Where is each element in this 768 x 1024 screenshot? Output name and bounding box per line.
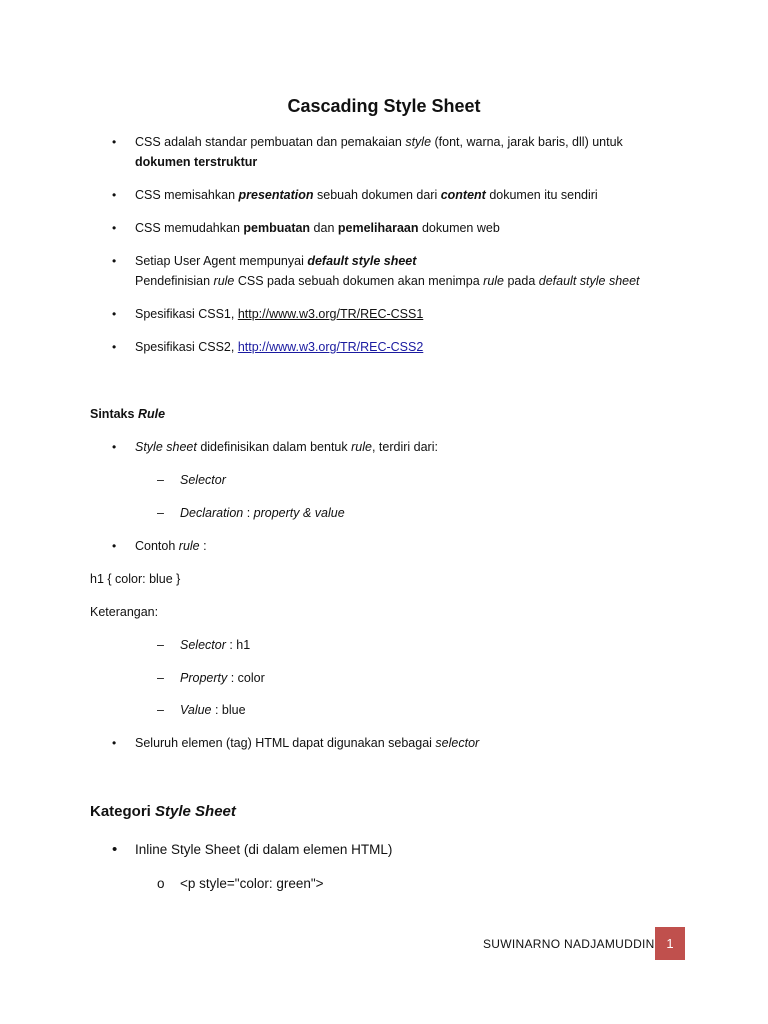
bullet-icon: • [112, 841, 118, 858]
page-number-badge: 1 [655, 927, 685, 960]
bullet-css-definition-line2: dokumen terstruktur [135, 155, 258, 169]
bullet-icon: • [112, 254, 117, 268]
page-title: Cascading Style Sheet [287, 96, 481, 116]
dash-icon: – [157, 473, 164, 487]
sub-item-selector: Selector [180, 473, 226, 487]
dash-icon: – [157, 671, 164, 685]
sub-item-property-color: Property : color [180, 671, 265, 685]
css1-spec-link[interactable]: http://www.w3.org/TR/REC-CSS1 [237, 307, 424, 321]
bullet-inline-style-sheet: Inline Style Sheet (di dalam elemen HTML) [135, 842, 393, 857]
bullet-rule-example: Contoh rule : [135, 539, 207, 553]
section-heading-syntax: Sintaks Rule [90, 407, 166, 421]
bullet-rule-definition: Style sheet didefinisikan dalam bentuk rule, terdiri dari: [135, 440, 438, 454]
sub-item-selector-h1: Selector : h1 [180, 638, 251, 652]
bullet-icon: • [112, 340, 117, 354]
bullet-icon: • [112, 539, 117, 553]
circle-bullet-icon: o [157, 876, 165, 891]
bullet-css2-spec: Spesifikasi CSS2, http://www.w3.org/TR/REC-CSS2 [135, 340, 424, 354]
footer-author: SUWINARNO NADJAMUDDIN [483, 937, 655, 951]
bullet-css-definition: CSS adalah standar pembuatan dan pemakaian style (font, warna, jarak baris, dll) untuk [135, 135, 623, 149]
bullet-icon: • [112, 188, 117, 202]
bullet-icon: • [112, 440, 117, 454]
dash-icon: – [157, 638, 164, 652]
keterangan-label: Keterangan: [90, 605, 159, 619]
bullet-css-ease: CSS memudahkan pembuatan dan pemeliharaan dokumen web [135, 221, 500, 235]
bullet-user-agent-line2: Pendefinisian rule CSS pada sebuah dokumen akan menimpa rule pada default style sheet [135, 274, 640, 288]
sub-item-value-blue: Value : blue [180, 703, 246, 717]
bullet-css-separation: CSS memisahkan presentation sebuah dokumen dari content dokumen itu sendiri [135, 188, 598, 202]
dash-icon: – [157, 703, 164, 717]
css2-spec-link[interactable]: http://www.w3.org/TR/REC-CSS2 [237, 340, 424, 354]
bullet-css1-spec: Spesifikasi CSS1, http://www.w3.org/TR/REC-CSS1 [135, 307, 424, 321]
bullet-icon: • [112, 307, 117, 321]
bullet-icon: • [112, 221, 117, 235]
bullet-icon: • [112, 135, 117, 149]
bullet-user-agent: Setiap User Agent mempunyai default style sheet [135, 254, 417, 268]
sub-item-declaration: Declaration : property & value [180, 506, 345, 520]
section-heading-categories: Kategori Style Sheet [90, 803, 236, 820]
dash-icon: – [157, 506, 164, 520]
bullet-icon: • [112, 736, 117, 750]
sub-item-inline-example: <p style="color: green"> [180, 876, 324, 891]
code-example: h1 { color: blue } [90, 572, 181, 586]
bullet-all-tags-selector: Seluruh elemen (tag) HTML dapat digunakan sebagai selector [135, 736, 480, 750]
